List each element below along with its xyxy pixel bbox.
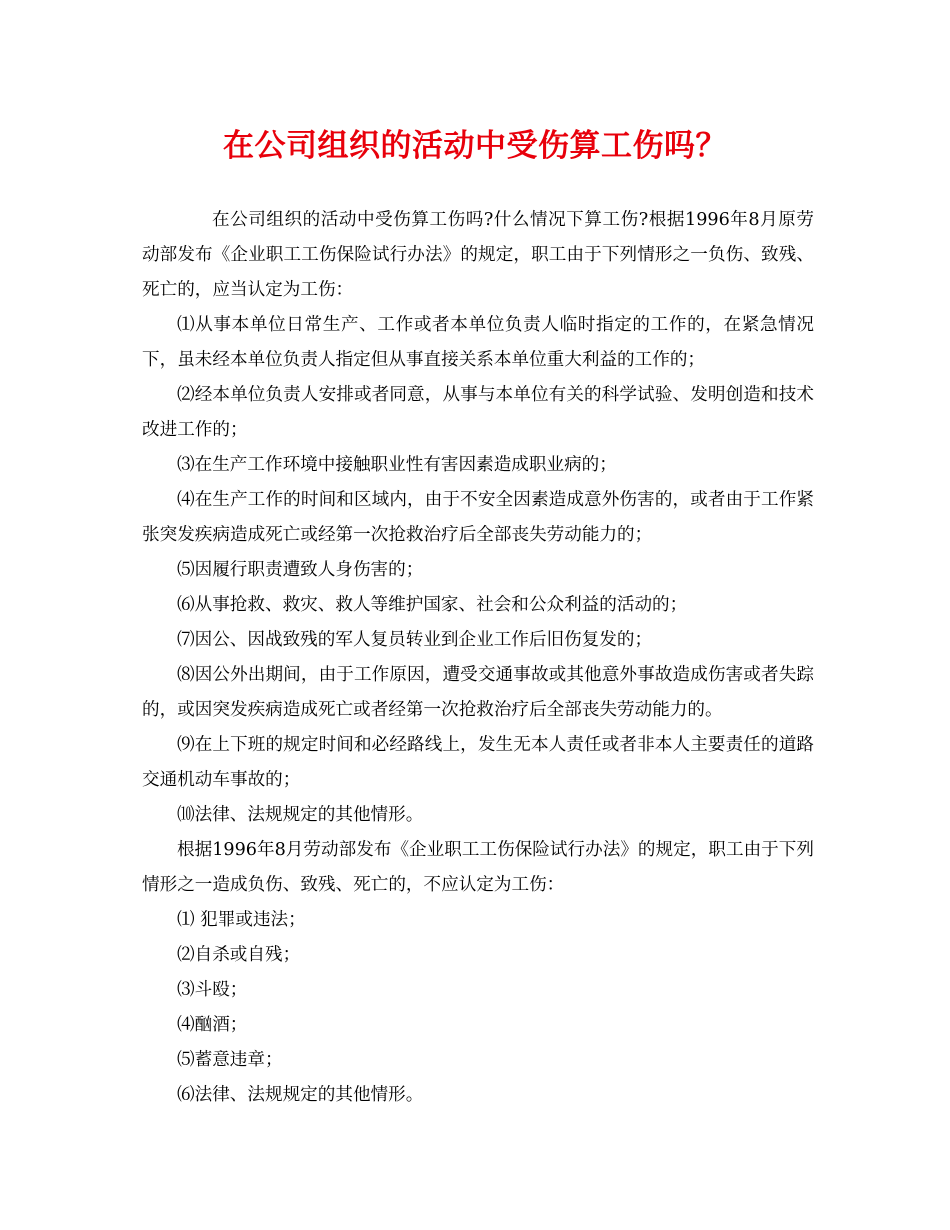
list-item: ⑸蓄意违章； [177,1050,283,1070]
list-item: ⑶斗殴； [177,980,248,1000]
list-item: ⑴ 犯罪或违法； [177,910,306,930]
second-paragraph: 根据1996年8月劳动部发布《企业职工工伤保险试行办法》的规定，职工由于下列情形之一造成负伤、致残、死亡的，不应认定为工伤： [142,840,814,895]
document-body [142,203,814,1113]
list-item: ⑹从事抢救、救灾、救人等维护国家、社会和公众利益的活动的； [177,595,688,615]
list-item: ⑵经本单位负责人安排或者同意，从事与本单位有关的科学试验、发明创造和技术改进工作的； [142,385,814,440]
list-item: ⑺因公、因战致残的军人复员转业到企业工作后旧伤复发的； [177,630,653,650]
list-item: ⑻因公外出期间，由于工作原因，遭受交通事故或其他意外事故造成伤害或者失踪的，或因突发疾病造成死亡或者经第一次抢救治疗后全部丧失劳动能力的。 [142,665,814,720]
intro-paragraph: 在公司组织的活动中受伤算工伤吗?什么情况下算工伤?根据1996年8月原劳动部发布《企业职工工伤保险试行办法》的规定，职工由于下列情形之一负伤、致残、死亡的，应当认定为工伤： [142,210,814,300]
list-item: ⑵自杀或自残； [177,945,301,965]
list-item: ⑼在上下班的规定时间和必经路线上，发生无本人责任或者非本人主要责任的道路交通机动车事故的； [142,735,814,790]
list-item: ⑽法律、法规规定的其他情形。 [177,805,424,825]
page-title: 在公司组织的活动中受伤算工伤吗？ [223,128,727,164]
list-item: ⑶在生产工作环境中接触职业性有害因素造成职业病的； [177,455,617,475]
list-item: ⑷在生产工作的时间和区域内，由于不安全因素造成意外伤害的，或者由于工作紧张突发疾病造成死亡或经第一次抢救治疗后全部丧失劳动能力的； [142,490,814,545]
list-item: ⑹法律、法规规定的其他情形。 [177,1085,424,1105]
list-item: ⑸因履行职责遭致人身伤害的； [177,560,424,580]
list-item: ⑷酗酒； [177,1015,248,1035]
list-item: ⑴从事本单位日常生产、工作或者本单位负责人临时指定的工作的，在紧急情况下，虽未经本单位负责人指定但从事直接关系本单位重大利益的工作的； [142,315,814,370]
